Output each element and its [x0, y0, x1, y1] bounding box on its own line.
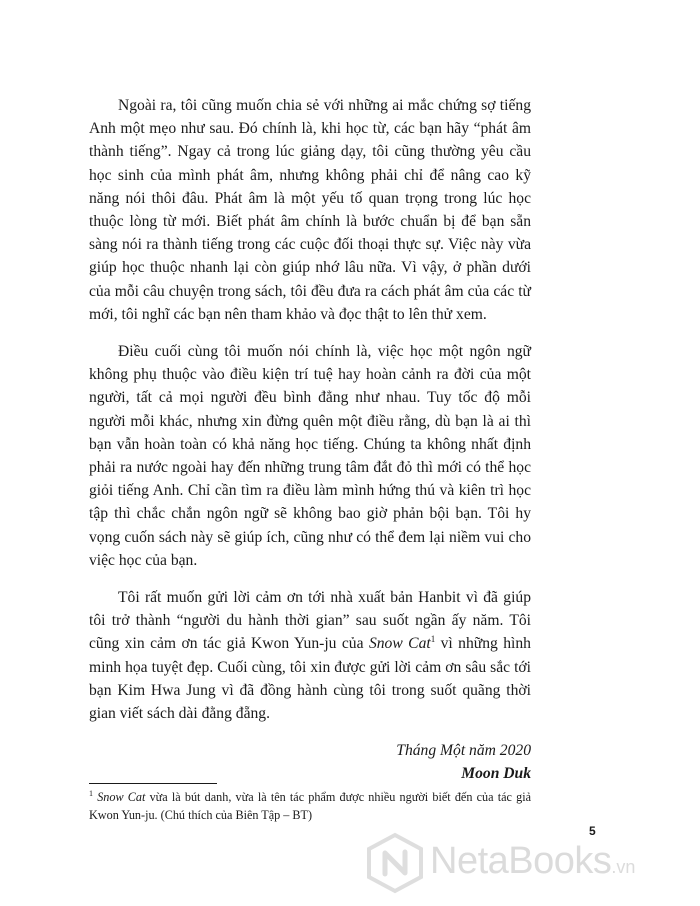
- watermark-suffix: .vn: [611, 857, 636, 877]
- footnote: [89, 788, 531, 824]
- footnote-title: Snow Cat: [97, 790, 146, 804]
- watermark-brand: NetaBooks: [430, 840, 612, 882]
- footnote-reference[interactable]: 1: [430, 634, 436, 645]
- signature-date: Tháng Một năm 2020: [396, 742, 531, 760]
- paragraph-3-text-start: Tôi rất muốn gửi lời cảm ơn tới nhà xuất bản Hanbit vì đã giúp tôi trở thành “người du hành thời gian” sau suốt ngần ấy năm. Tôi cũng xin cảm ơn tác giả Kwon Yun-ju của: [89, 589, 531, 653]
- paragraph-3-text-end: vì những hình minh họa tuyệt đẹp. Cuối cùng, tôi xin được gửi lời cảm ơn sâu sắc tới bạn Kim Hwa Jung vì đã đồng hành cùng tôi trong suốt quãng thời gian viết sách dài đằng đẵng.: [89, 635, 531, 723]
- signature-block: [89, 739, 531, 785]
- page-body: [89, 94, 531, 785]
- signature-author: Moon Duk: [461, 765, 531, 783]
- watermark-text: [430, 838, 635, 890]
- footnote-divider: [89, 783, 217, 784]
- paragraph-2: Điều cuối cùng tôi muốn nói chính là, việc học một ngôn ngữ không phụ thuộc vào điều kiện trí tuệ hay hoàn cảnh ra đời của một người, tất cả mọi người đều bình đẳng như nhau. Tuy tốc độ mỗi người mỗi khác, nhưng xin đừng quên một điều rằng, dù bạn là ai thì bạn vẫn hoàn toàn có khả năng học tiếng. Chúng ta không nhất định phải ra nước ngoài hay đến những trung tâm đắt đỏ thì mới có thể học giỏi tiếng Anh. Chỉ cần tìm ra điều làm mình hứng thú và kiên trì học tập thì chắc chắn ngôn ngữ sẽ không bao giờ phản bội bạn. Tôi hy vọng cuốn sách này sẽ giúp ích, cũng như có thể đem lại niềm vui cho việc học của bạn.: [89, 343, 531, 569]
- paragraph-1: Ngoài ra, tôi cũng muốn chia sẻ với những ai mắc chứng sợ tiếng Anh một mẹo như sau. Đó chính là, khi học từ, các bạn hãy “phát âm thành tiếng”. Ngay cả trong lúc giảng dạy, tôi cũng thường yêu cầu học sinh của mình phát âm, nhưng không phải chỉ để nâng cao kỹ năng nói thôi đâu. Phát âm là một yếu tố quan trọng trong lúc học thuộc lòng từ mới. Biết phát âm chính là bước chuẩn bị để bạn sẵn sàng nói ra thành tiếng trong các cuộc đối thoại thực sự. Việc này vừa giúp học thuộc nhanh lại còn giúp nhớ lâu nữa. Vì vậy, ở phần dưới của mỗi câu chuyện trong sách, tôi đều đưa ra cách phát âm của các từ mới, tôi nghĩ các bạn nên tham khảo và đọc thật to lên thử xem.: [89, 97, 531, 323]
- paragraph-3: [89, 586, 531, 725]
- footnote-text: vừa là bút danh, vừa là tên tác phẩm được nhiều người biết đến của tác giả Kwon Yun-ju. (Chú thích của Biên Tập – BT): [89, 790, 531, 822]
- netabooks-logo-icon: [364, 832, 426, 894]
- snow-cat-title: Snow Cat: [368, 635, 431, 653]
- footnote-marker: 1: [89, 788, 93, 798]
- page-number: 5: [589, 824, 596, 838]
- watermark: [364, 832, 700, 898]
